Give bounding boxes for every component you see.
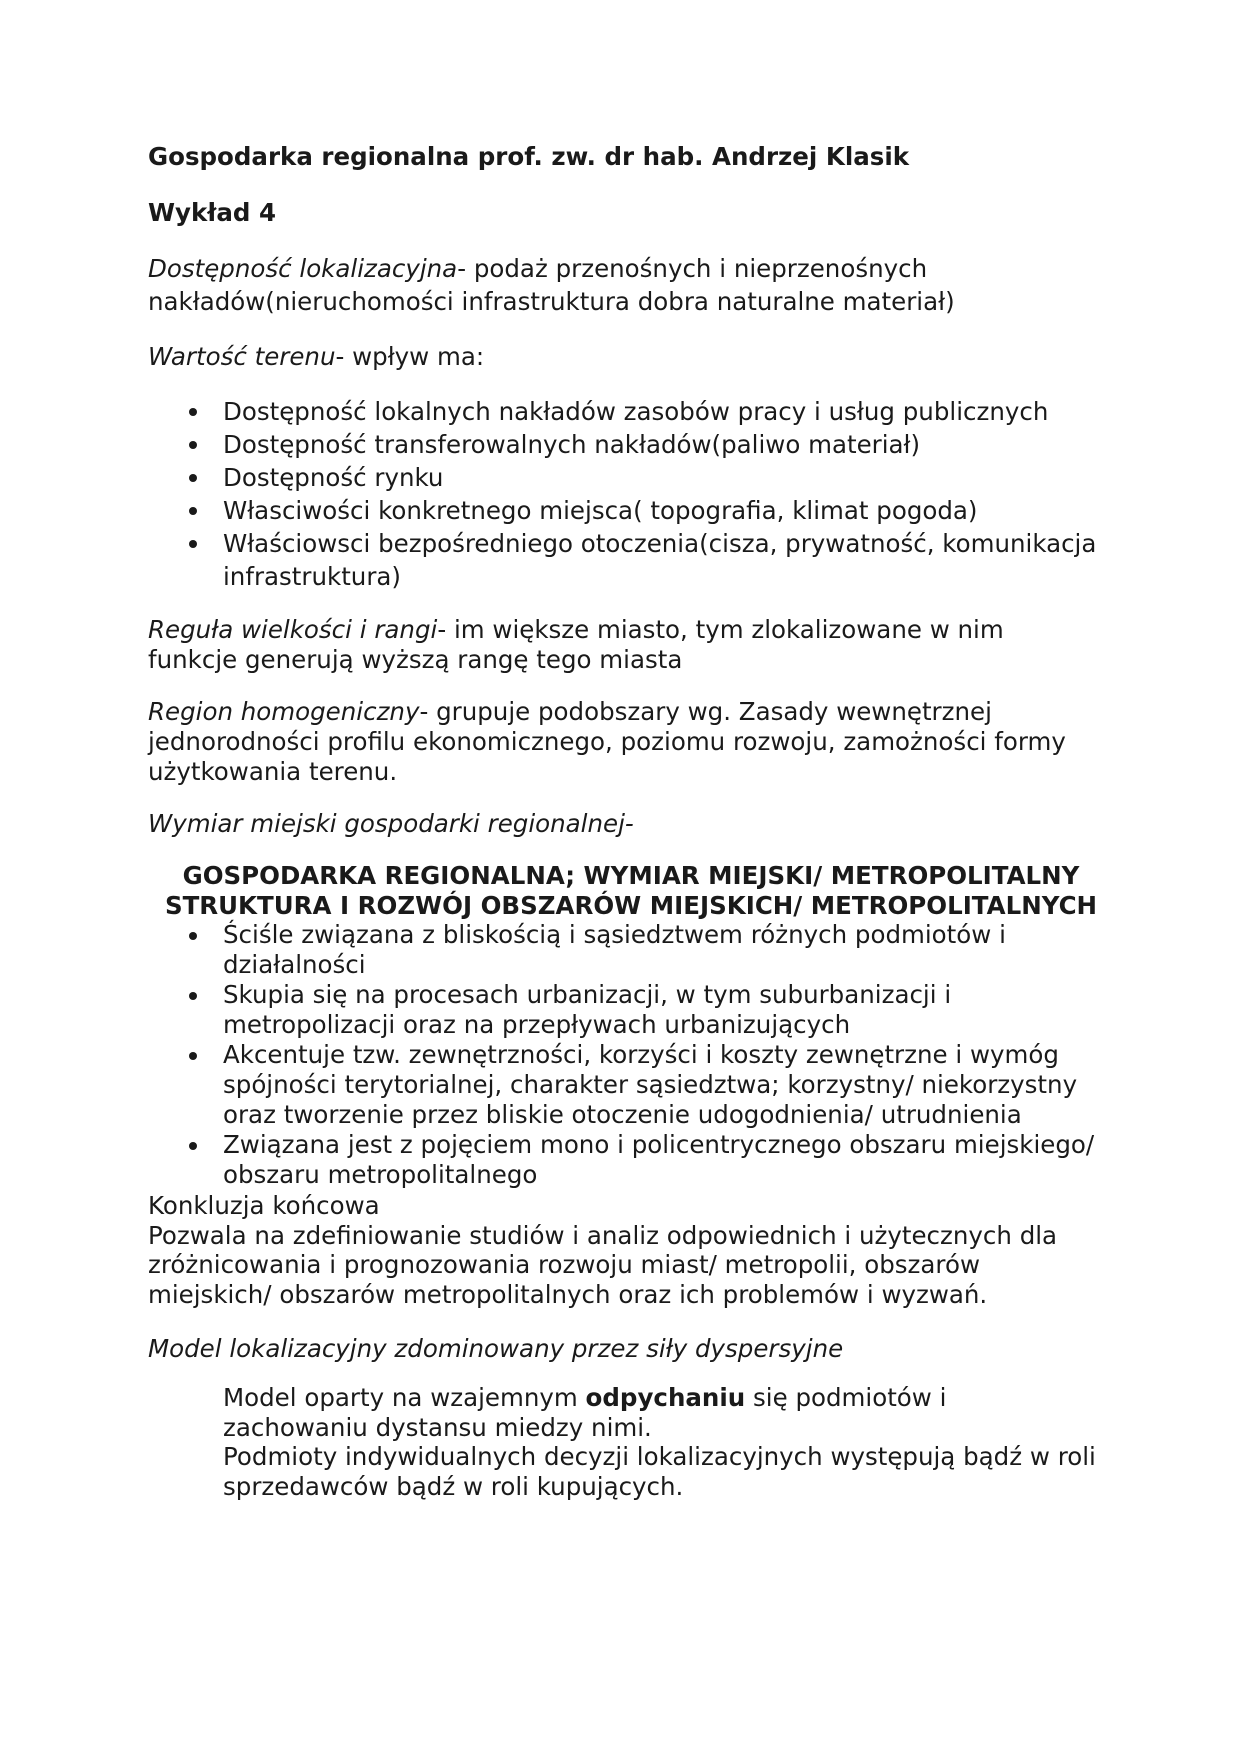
model-paragraph-1 — [223, 1383, 1098, 1442]
model-description — [148, 1383, 1098, 1501]
list-item: Związana jest z pojęciem mono i policentrycznego obszaru miejskiego/ obszaru metropolitalnego — [148, 1130, 1098, 1190]
document-title: Gospodarka regionalna prof. zw. dr hab. Andrzej Klasik — [148, 142, 910, 171]
model-title: Model lokalizacyjny zdominowany przez siły dyspersyjne — [148, 1334, 844, 1363]
section-heading-line1: GOSPODARKA REGIONALNA; WYMIAR MIEJSKI/ METROPOLITALNY — [182, 861, 1080, 890]
model-paragraph-2: Podmioty indywidualnych decyzji lokalizacyjnych występują bądź w roli sprzedawców bądź w roli kupujących. — [223, 1442, 1096, 1501]
definition-homogeneous-region — [148, 697, 1098, 787]
definition-term: Dostępność lokalizacyjna — [148, 254, 458, 283]
definition-accessibility — [148, 252, 1098, 318]
model-text: Model oparty na wzajemnym — [223, 1383, 586, 1412]
list-item: Skupia się na procesach urbanizacji, w tym suburbanizacji i metropolizacji oraz na przepływach urbanizujących — [148, 980, 1098, 1040]
list-item: Właściowsci bezpośredniego otoczenia(cisza, prywatność, komunikacja infrastruktura) — [148, 527, 1098, 593]
definition-term: Wartość terenu — [148, 342, 336, 371]
definition-text: - podaż przenośnych i nieprzenośnych nakładów(nieruchomości infrastruktura dobra naturalne materiał) — [148, 254, 955, 316]
conclusion-label: Konkluzja końcowa — [148, 1191, 380, 1220]
section-heading-line2: STRUKTURA I ROZWÓJ OBSZARÓW MIEJSKICH/ METROPOLITALNYCH — [164, 890, 1098, 920]
list-item: Dostępność lokalnych nakładów zasobów pracy i usług publicznych — [148, 395, 1098, 428]
urban-points-list — [148, 920, 1098, 1190]
definition-size-rank-rule — [148, 615, 1098, 675]
definition-text: - grupuje podobszary wg. Zasady wewnętrznej jednorodności profilu ekonomicznego, poziomu rozwoju, zamożności formy użytkowania terenu. — [148, 697, 1066, 786]
definition-text: - wpływ ma: — [335, 342, 485, 371]
definition-term: Region homogeniczny — [148, 697, 420, 726]
list-item: Dostępność transferowalnych nakładów(paliwo materiał) — [148, 428, 1098, 461]
section-heading — [148, 861, 1114, 920]
definition-term: Reguła wielkości i rangi — [148, 615, 438, 644]
urban-dimension-label: Wymiar miejski gospodarki regionalnej- — [148, 809, 634, 838]
definition-text: - im większe miasto, tym zlokalizowane w nim funkcje generują wyższą rangę tego miasta — [148, 615, 1004, 674]
lecture-number: Wykład 4 — [148, 198, 277, 227]
model-text-bold: odpychaniu — [585, 1383, 746, 1412]
list-item: Ściśle związana z bliskością i sąsiedztwem różnych podmiotów i działalności — [148, 920, 1098, 980]
terrain-factors-list — [148, 395, 1098, 593]
conclusion-block — [148, 1191, 1098, 1309]
list-item: Dostępność rynku — [148, 461, 1098, 494]
document-page — [148, 140, 1098, 1501]
definition-terrain-value — [148, 340, 1098, 373]
conclusion-text: Pozwala na zdefiniowanie studiów i analiz odpowiednich i użytecznych dla zróżnicowania i prognozowania rozwoju miast/ metropolii, obszarów miejskich/ obszarów metropolitalnych oraz ich problemów i wyzwań. — [148, 1220, 1058, 1309]
list-item: Własciwości konkretnego miejsca( topografia, klimat pogoda) — [148, 494, 1098, 527]
list-item: Akcentuje tzw. zewnętrzności, korzyści i koszty zewnętrzne i wymóg spójności terytorialnej, charakter sąsiedztwa; korzystny/ niekorzystny oraz tworzenie przez bliskie otoczenie udogodnienia/ utrudnienia — [148, 1040, 1098, 1130]
model-text: się podmiotów i zachowaniu dystansu miedzy nimi. — [223, 1383, 947, 1442]
